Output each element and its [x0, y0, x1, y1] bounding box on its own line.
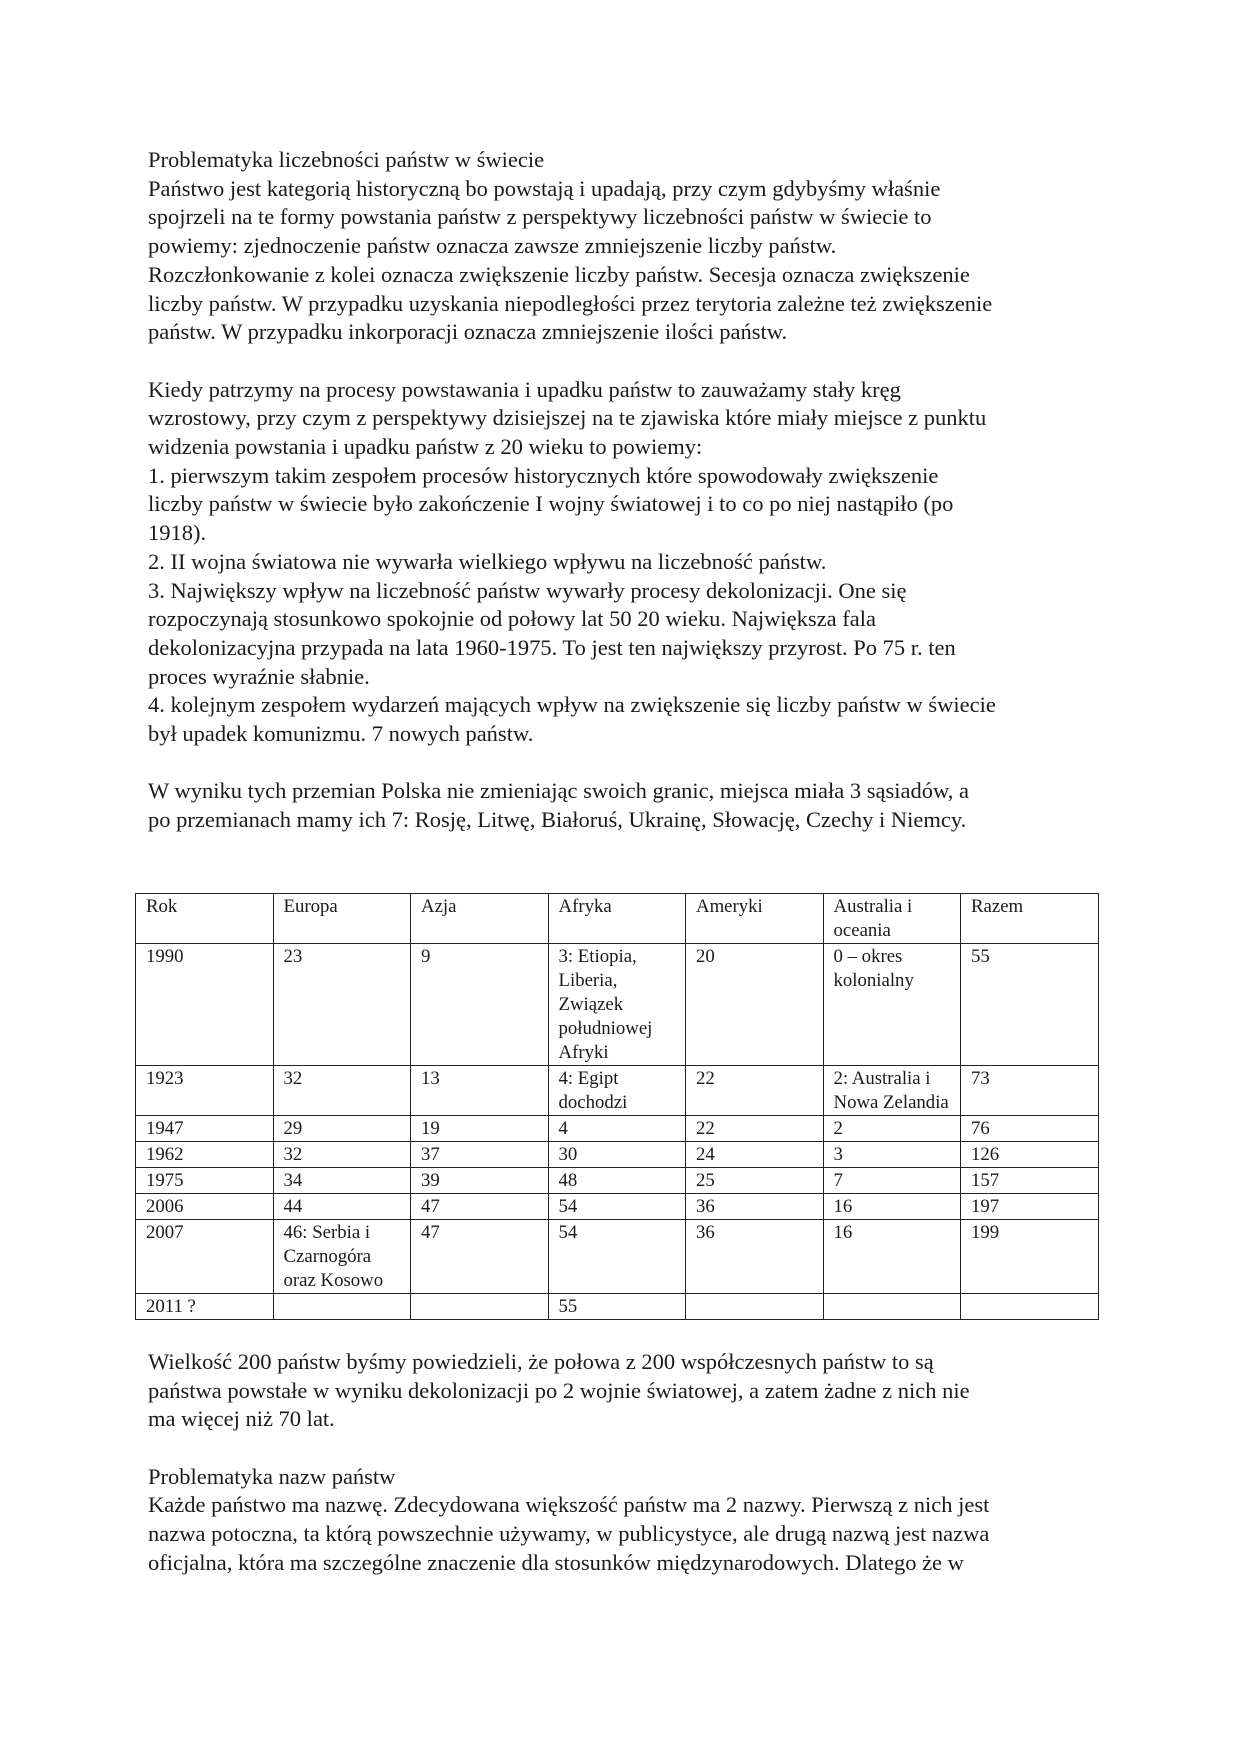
- paragraph-line: W wyniku tych przemian Polska nie zmieniając swoich granic, miejsca miała 3 sąsiadów, a: [148, 778, 969, 804]
- table-cell: 2006: [136, 1193, 274, 1219]
- blank-space: [148, 1320, 1098, 1348]
- table-cell: 32: [273, 1141, 411, 1167]
- list-item-line: był upadek komunizmu. 7 nowych państw.: [148, 721, 534, 747]
- table-row: [136, 1141, 1099, 1167]
- list-item-line: 2. II wojna światowa nie wywarła wielkiego wpływu na liczebność państw.: [148, 548, 827, 574]
- table-cell: 47: [411, 1219, 549, 1293]
- paragraph-line: państw. W przypadku inkorporacji oznacza zmniejszenie ilości państw.: [148, 319, 788, 345]
- paragraph-line: Kiedy patrzymy na procesy powstawania i upadku państw to zauważamy stały kręg: [148, 376, 901, 402]
- table-cell: 36: [686, 1193, 824, 1219]
- table-cell: 0 – okres kolonialny: [823, 943, 961, 1065]
- paragraph-line: wzrostowy, przy czym z perspektywy dzisiejszej na te zjawiska które miały miejsce z punktu: [148, 405, 987, 431]
- table-cell: 9: [411, 943, 549, 1065]
- table-cell: 1975: [136, 1167, 274, 1193]
- blank-line: [148, 347, 1098, 376]
- paragraph-line: liczby państw. W przypadku uzyskania niepodległości przez terytoria zależne też zwiększenie: [148, 290, 993, 316]
- paragraph-line: ma więcej niż 70 lat.: [148, 1406, 335, 1432]
- table-cell: 197: [961, 1193, 1099, 1219]
- list-item-line: 1918).: [148, 520, 207, 546]
- paragraph-line: nazwa potoczna, ta którą powszechnie używamy, w publicystyce, ale drugą nazwą jest nazwa: [148, 1521, 990, 1547]
- table-cell: [961, 1293, 1099, 1319]
- table-cell: 23: [273, 943, 411, 1065]
- table-row: [136, 1219, 1099, 1293]
- table-row: [136, 1065, 1099, 1115]
- table-row: [136, 1193, 1099, 1219]
- table-row: [136, 943, 1099, 1065]
- table-cell: 22: [686, 1115, 824, 1141]
- table-cell: 55: [548, 1293, 686, 1319]
- table-row: [136, 1115, 1099, 1141]
- table-cell: 48: [548, 1167, 686, 1193]
- table-cell: 73: [961, 1065, 1099, 1115]
- table-cell: 13: [411, 1065, 549, 1115]
- paragraph-line: Każde państwo ma nazwę. Zdecydowana większość państw ma 2 nazwy. Pierwszą z nich jest: [148, 1492, 990, 1518]
- list-item-line: liczby państw w świecie było zakończenie I wojny światowej i to co po niej nastąpiło (po: [148, 491, 954, 517]
- list-item-line: proces wyraźnie słabnie.: [148, 663, 370, 689]
- table-cell: 157: [961, 1167, 1099, 1193]
- states-count-table: [135, 893, 1099, 1320]
- table-cell: 32: [273, 1065, 411, 1115]
- paragraph-line: po przemianach mamy ich 7: Rosję, Litwę, Białoruś, Ukrainę, Słowację, Czechy i Niemcy.: [148, 807, 967, 833]
- table-cell: 2: Australia i Nowa Zelandia: [823, 1065, 961, 1115]
- table-cell: 2: [823, 1115, 961, 1141]
- blank-line: [148, 1434, 1098, 1463]
- table-cell: 3: [823, 1141, 961, 1167]
- table-cell: 16: [823, 1193, 961, 1219]
- table-header-cell: Australia i oceania: [823, 893, 961, 943]
- table-cell: 1947: [136, 1115, 274, 1141]
- paragraph-line: oficjalna, która ma szczególne znaczenie dla stosunków międzynarodowych. Dlatego że w: [148, 1549, 964, 1575]
- table-cell: 24: [686, 1141, 824, 1167]
- paragraph-line: państwa powstałe w wyniku dekolonizacji po 2 wojnie światowej, a zatem żadne z nich nie: [148, 1377, 970, 1403]
- blank-space: [148, 835, 1098, 893]
- table-header-cell: Ameryki: [686, 893, 824, 943]
- table-cell: 76: [961, 1115, 1099, 1141]
- table-cell: 16: [823, 1219, 961, 1293]
- paragraph-line: Wielkość 200 państw byśmy powiedzieli, że połowa z 200 współczesnych państw to są: [148, 1348, 934, 1374]
- table-cell: 4: [548, 1115, 686, 1141]
- document-page: [148, 146, 1098, 1577]
- table-cell: 7: [823, 1167, 961, 1193]
- paragraph-line: spojrzeli na te formy powstania państw z perspektywy liczebności państw w świecie to: [148, 204, 932, 230]
- table-cell: [686, 1293, 824, 1319]
- section-heading-liczebnosc: Problematyka liczebności państw w świecie: [148, 147, 545, 172]
- blank-line: [148, 749, 1098, 778]
- table-cell: 37: [411, 1141, 549, 1167]
- list-item-line: 4. kolejnym zespołem wydarzeń mających wpływ na zwiększenie się liczby państw w świecie: [148, 692, 996, 718]
- table-cell: 199: [961, 1219, 1099, 1293]
- table-header-cell: Europa: [273, 893, 411, 943]
- table-header-cell: Azja: [411, 893, 549, 943]
- table-cell: 29: [273, 1115, 411, 1141]
- table-cell: 126: [961, 1141, 1099, 1167]
- table-cell: [411, 1293, 549, 1319]
- table-header-row: [136, 893, 1099, 943]
- table-header-cell: Razem: [961, 893, 1099, 943]
- table-cell: 19: [411, 1115, 549, 1141]
- table-cell: 2011 ?: [136, 1293, 274, 1319]
- table-cell: 46: Serbia i Czarnogóra oraz Kosowo: [273, 1219, 411, 1293]
- list-item-line: dekolonizacyjna przypada na lata 1960-1975. To jest ten największy przyrost. Po 75 r. ten: [148, 634, 956, 660]
- table-cell: 54: [548, 1193, 686, 1219]
- table-cell: [273, 1293, 411, 1319]
- paragraph-line: Rozczłonkowanie z kolei oznacza zwiększenie liczby państw. Secesja oznacza zwiększenie: [148, 261, 970, 287]
- table-cell: 22: [686, 1065, 824, 1115]
- table-cell: 54: [548, 1219, 686, 1293]
- table-cell: 1962: [136, 1141, 274, 1167]
- table-cell: 2007: [136, 1219, 274, 1293]
- table-header-cell: Rok: [136, 893, 274, 943]
- table-cell: 39: [411, 1167, 549, 1193]
- paragraph-line: Państwo jest kategorią historyczną bo powstają i upadają, przy czym gdybyśmy właśnie: [148, 175, 941, 201]
- list-item-line: 1. pierwszym takim zespołem procesów historycznych które spowodowały zwiększenie: [148, 462, 939, 488]
- table-header-cell: Afryka: [548, 893, 686, 943]
- table-cell: 20: [686, 943, 824, 1065]
- list-item-line: 3. Największy wpływ na liczebność państw wywarły procesy dekolonizacji. One się: [148, 577, 907, 603]
- table-cell: 1923: [136, 1065, 274, 1115]
- table-cell: 44: [273, 1193, 411, 1219]
- paragraph-line: powiemy: zjednoczenie państw oznacza zawsze zmniejszenie liczby państw.: [148, 233, 837, 259]
- table-cell: 47: [411, 1193, 549, 1219]
- table-cell: 36: [686, 1219, 824, 1293]
- table-cell: 34: [273, 1167, 411, 1193]
- table-cell: 25: [686, 1167, 824, 1193]
- table-row: [136, 1293, 1099, 1319]
- section-heading-nazwy: Problematyka nazw państw: [148, 1463, 396, 1489]
- list-item-line: rozpoczynają stosunkowo spokojnie od połowy lat 50 20 wieku. Największa fala: [148, 606, 876, 632]
- table-row: [136, 1167, 1099, 1193]
- table-cell: 3: Etiopia, Liberia, Związek południowej Afryki: [548, 943, 686, 1065]
- table-cell: 55: [961, 943, 1099, 1065]
- table-cell: [823, 1293, 961, 1319]
- table-cell: 4: Egipt dochodzi: [548, 1065, 686, 1115]
- paragraph-line: widzenia powstania i upadku państw z 20 wieku to powiemy:: [148, 434, 703, 460]
- table-cell: 1990: [136, 943, 274, 1065]
- table-cell: 30: [548, 1141, 686, 1167]
